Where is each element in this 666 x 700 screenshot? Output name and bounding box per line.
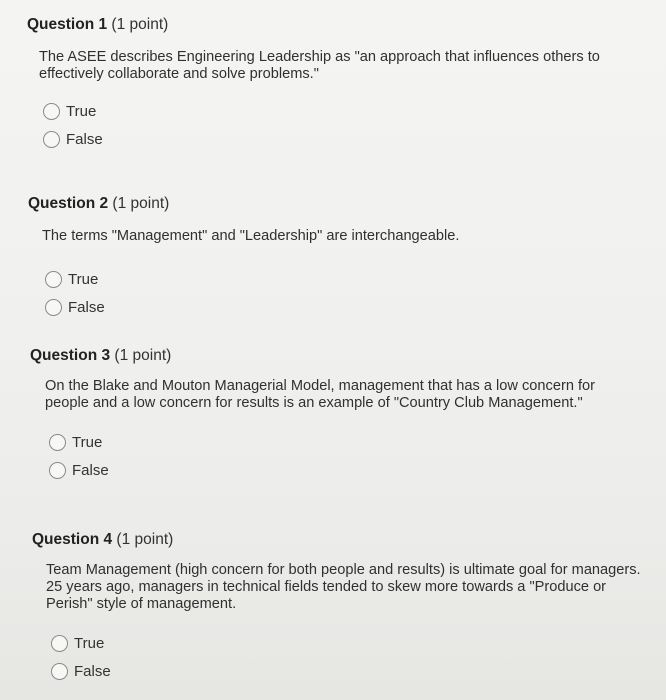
question-1: [27, 15, 647, 153]
question-points: (1 point): [111, 16, 169, 33]
option-true[interactable]: [49, 428, 630, 456]
question-title: [32, 530, 642, 550]
question-points: (1 point): [112, 195, 170, 212]
question-title: [28, 194, 648, 214]
question-number: Question 4: [32, 531, 113, 548]
radio-button-icon[interactable]: [43, 103, 60, 120]
question-text: The ASEE describes Engineering Leadership as "an approach that influences others to effectively collaborate and solve problems.": [39, 49, 600, 82]
answer-options: [45, 265, 648, 321]
radio-button-icon[interactable]: [51, 635, 68, 652]
radio-button-icon[interactable]: [51, 663, 68, 680]
option-false[interactable]: [51, 657, 642, 685]
option-label: True: [74, 634, 105, 652]
option-label: True: [68, 270, 99, 288]
option-false[interactable]: [49, 456, 630, 484]
radio-button-icon[interactable]: [43, 131, 60, 148]
question-points: (1 point): [116, 531, 174, 548]
answer-options: [51, 629, 642, 685]
question-number: Question 1: [27, 16, 108, 33]
option-label: False: [74, 662, 111, 680]
question-text: On the Blake and Mouton Managerial Model, management that has a low concern for people and a low concern for results is an example of "Country Club Management.": [45, 378, 596, 411]
option-label: False: [66, 130, 103, 148]
question-title: [30, 346, 630, 366]
radio-button-icon[interactable]: [45, 271, 62, 288]
answer-options: [49, 428, 630, 484]
question-2: [28, 194, 648, 321]
question-number: Question 2: [28, 195, 109, 212]
option-false[interactable]: [45, 293, 648, 321]
question-text: Team Management (high concern for both people and results) is ultimate goal for managers. 25 years ago, managers in technical fields tended to skew more towards a "Produce or Perish" style of management.: [46, 562, 641, 612]
option-label: False: [68, 298, 105, 316]
answer-options: [43, 97, 647, 153]
radio-button-icon[interactable]: [45, 299, 62, 316]
option-label: True: [66, 102, 97, 120]
question-number: Question 3: [30, 347, 111, 364]
question-3: [30, 346, 630, 484]
option-true[interactable]: [45, 265, 648, 293]
question-points: (1 point): [114, 347, 172, 364]
option-false[interactable]: [43, 125, 647, 153]
option-label: True: [72, 433, 103, 451]
radio-button-icon[interactable]: [49, 462, 66, 479]
radio-button-icon[interactable]: [49, 434, 66, 451]
option-true[interactable]: [51, 629, 642, 657]
option-true[interactable]: [43, 97, 647, 125]
option-label: False: [72, 461, 109, 479]
question-title: [27, 15, 647, 35]
question-text: The terms "Management" and "Leadership" are interchangeable.: [42, 228, 460, 244]
question-4: [32, 530, 642, 685]
